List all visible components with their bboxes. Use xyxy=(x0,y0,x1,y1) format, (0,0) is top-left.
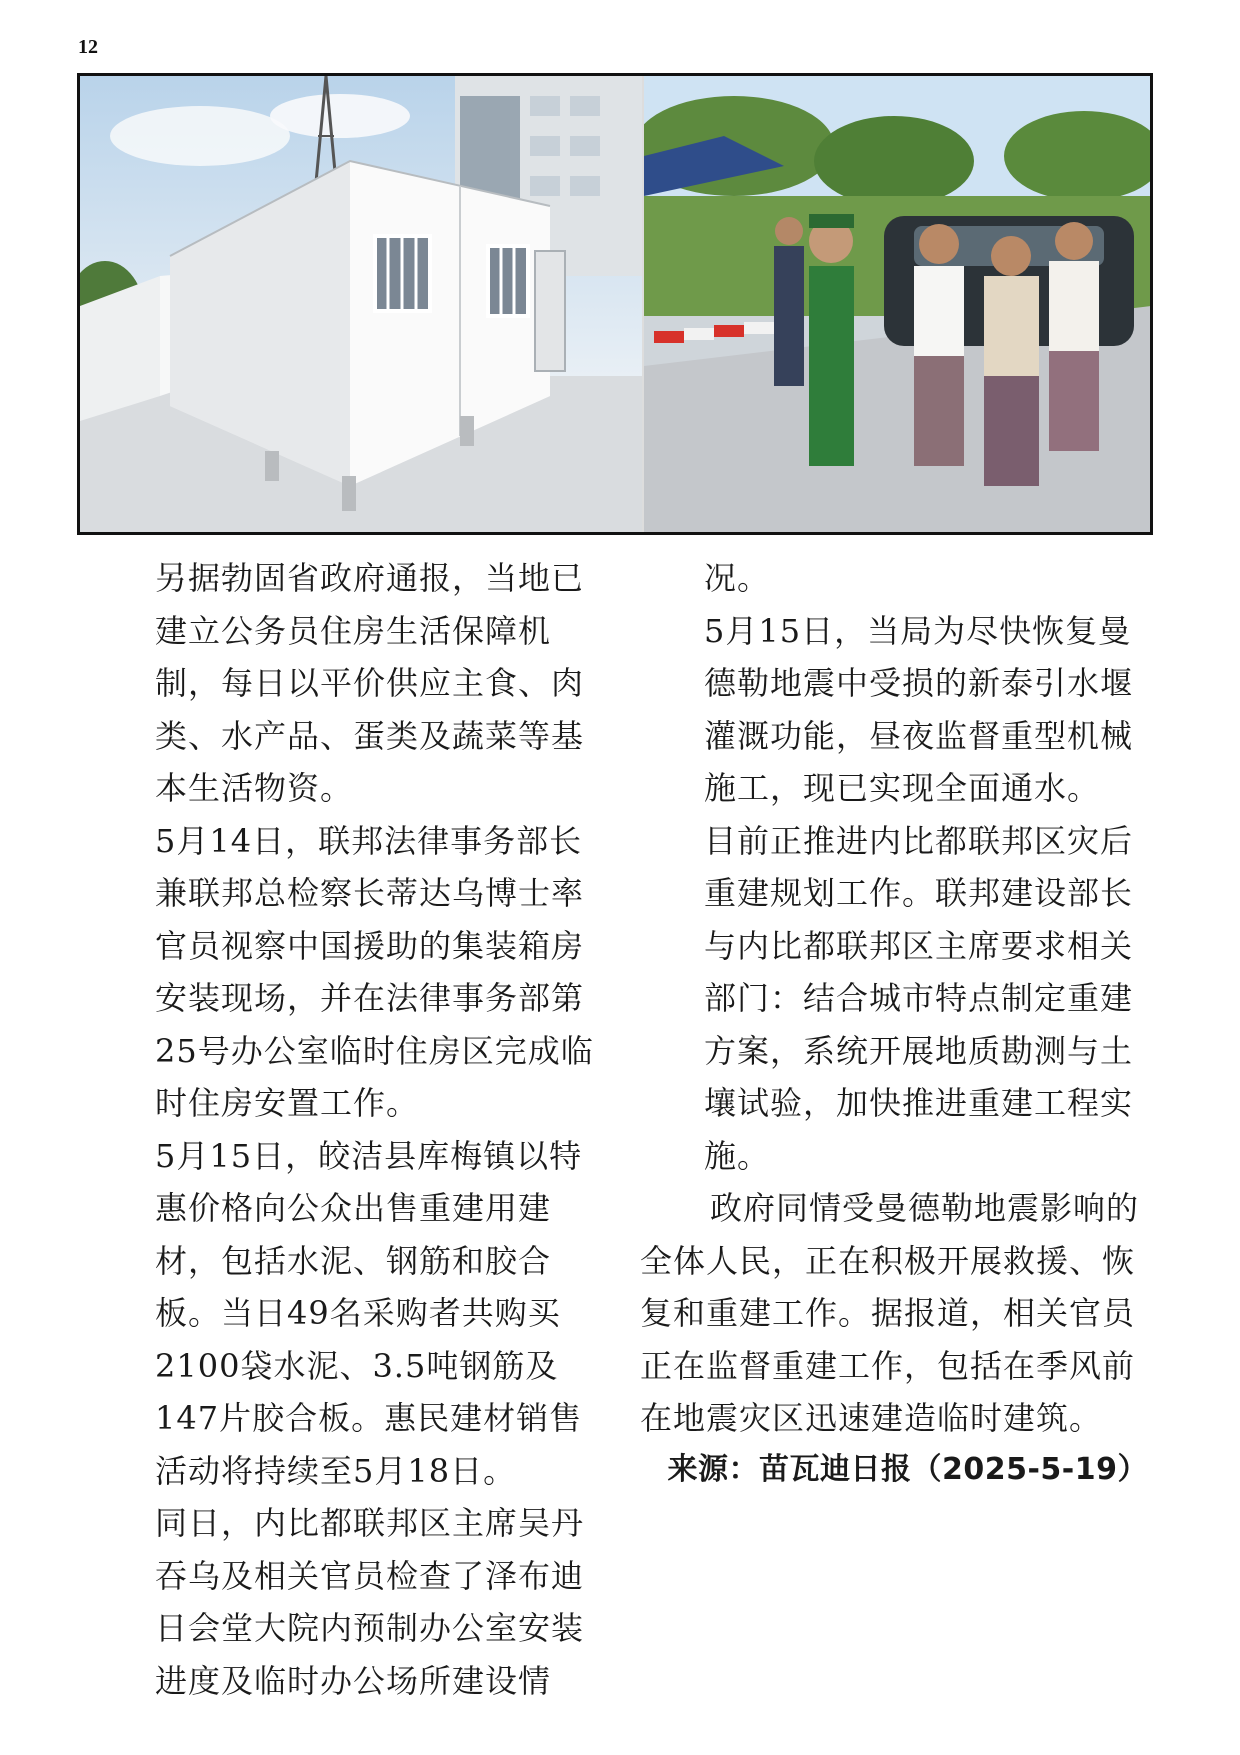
paragraph-may15-weir: 5月15日，当局为尽快恢复曼德勒地震中受损的新泰引水堰灌溉功能，昼夜监督重型机械施工，现已实现全面通水。 xyxy=(704,611,1134,807)
officials-inspection-photo xyxy=(642,76,1150,532)
paragraph-may15-kyaukse: 5月15日，皎洁县库梅镇以特惠价格向公众出售重建用建材，包括水泥、钢筋和胶合板。当日49名采购者共购买2100袋水泥、3.5吨钢筋及147片胶合板。惠民建材销售活动将持续至5月18日。 xyxy=(155,1136,583,1490)
page-number: 12 xyxy=(78,36,98,58)
paragraph-continuation: 况。 xyxy=(704,559,771,597)
paragraph-same-day-naypyitaw: 同日，内比都联邦区主席吴丹吞乌及相关官员检查了泽布迪日会堂大院内预制办公室安装进度及临时办公场所建设情 xyxy=(155,1504,585,1700)
officials-inspection-illustration xyxy=(644,76,1150,532)
container-houses-photo xyxy=(80,76,642,532)
paragraph-reconstruction-plan: 目前正推进内比都联邦区灾后重建规划工作。联邦建设部长与内比都联邦区主席要求相关部门：结合城市特点制定重建方案，系统开展地质勘测与土壤试验，加快推进重建工程实施。 xyxy=(704,821,1134,1175)
photo-frame xyxy=(77,73,1153,535)
paragraph-bago-housing: 另据勃固省政府通报，当地已建立公务员住房生活保障机制，每日以平价供应主食、肉类、水产品、蛋类及蔬菜等基本生活物资。 xyxy=(155,559,585,807)
container-houses-illustration xyxy=(80,76,642,532)
source-credit: 来源：苗瓦迪日报（2025-5-19） xyxy=(667,1452,1148,1487)
paragraph-government-sympathy: 政府同情受曼德勒地震影响的全体人民，正在积极开展救援、恢复和重建工作。据报道，相关官员正在监督重建工作，包括在季风前在地震灾区迅速建造临时建筑。 xyxy=(640,1189,1140,1437)
paragraph-may14-legal-affairs: 5月14日，联邦法律事务部长兼联邦总检察长蒂达乌博士率官员视察中国援助的集装箱房安装现场，并在法律事务部第25号办公室临时住房区完成临时住房安置工作。 xyxy=(155,821,594,1122)
right-column xyxy=(640,552,1150,1445)
left-column xyxy=(155,552,600,1707)
